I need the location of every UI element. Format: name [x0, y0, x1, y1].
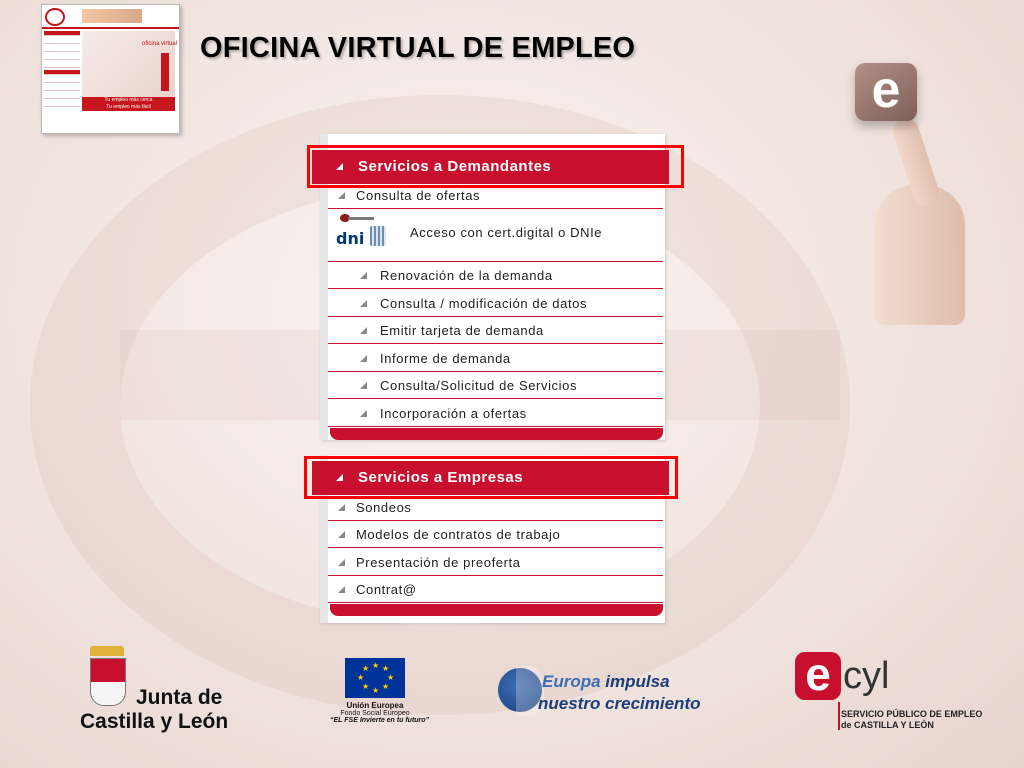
menu-item-label: Sondeos — [356, 500, 412, 515]
menu-item-informe-demanda[interactable] — [328, 345, 663, 372]
menu-item-label: Informe de demanda — [380, 351, 511, 366]
ue-line-1: Unión Europea — [346, 701, 404, 710]
eu-flag-icon: ★ ★ ★ ★ ★ ★ ★ ★ — [345, 658, 405, 698]
ecyl-line-2: de CASTILLA Y LEÓN — [841, 720, 934, 730]
triangle-icon — [360, 300, 367, 307]
thumbnail-sidebar — [44, 31, 80, 127]
europa-impulsa-line-2: nuestro crecimiento — [538, 694, 701, 713]
menu-item-label: Presentación de preoferta — [356, 555, 521, 570]
menu-item-contrata[interactable] — [328, 576, 663, 603]
thumbnail-caption-1: Tu empleo más cerca — [104, 97, 153, 103]
info-i-icon — [161, 53, 169, 91]
ue-line-3: “EL FSE Invierte en tu futuro” — [330, 717, 430, 724]
menu-item-label: Modelos de contratos de trabajo — [356, 527, 561, 542]
hand-pressing-key-illustration — [845, 55, 975, 325]
website-thumbnail — [41, 4, 180, 134]
menu-item-label: Consulta / modificación de datos — [380, 296, 588, 311]
thumbnail-banner — [82, 9, 142, 23]
hand-palm — [875, 185, 965, 325]
menu-item-preoferta[interactable] — [328, 549, 663, 576]
jcyl-line-1: Junta de — [136, 686, 223, 709]
europa-impulsa-logo — [498, 664, 708, 720]
ecyl-e-icon: e — [795, 652, 841, 700]
triangle-icon — [360, 327, 367, 334]
europa-impulsa-line-1 — [542, 672, 670, 692]
europe-globe-icon — [498, 668, 542, 712]
triangle-icon — [360, 382, 367, 389]
junta-castilla-leon-logo — [78, 640, 228, 740]
ecyl-mini-logo-icon — [45, 8, 65, 26]
menu-item-label: Consulta/Solicitud de Servicios — [380, 378, 578, 393]
impulsa-word: impulsa — [605, 672, 670, 691]
union-europea-logo — [330, 658, 430, 730]
menu-item-emitir-tarjeta[interactable] — [328, 317, 663, 344]
triangle-icon — [338, 531, 345, 538]
ecyl-logo — [795, 648, 985, 732]
triangle-icon — [338, 586, 345, 593]
thumbnail-caption-2: Tu empleo más fácil — [106, 104, 151, 110]
menu-item-label: Emitir tarjeta de demanda — [380, 323, 544, 338]
menu-item-modificacion-datos[interactable] — [328, 290, 663, 317]
triangle-icon — [360, 410, 367, 417]
key-icon — [340, 214, 376, 222]
menu-item-incorporacion-ofertas[interactable] — [328, 400, 663, 427]
menu-item-label: Consulta de ofertas — [356, 188, 481, 203]
dni-access-label: Acceso con cert.digital o DNIe — [410, 225, 603, 240]
menu-item-label: Incorporación a ofertas — [380, 406, 527, 421]
menu-item-renovacion[interactable] — [328, 262, 663, 289]
demandantes-menu-footer — [330, 428, 663, 440]
triangle-icon — [360, 355, 367, 362]
empresas-highlight-frame — [304, 456, 678, 499]
ecyl-divider — [838, 702, 840, 730]
menu-item-label: Renovación de la demanda — [380, 268, 553, 283]
ue-line-2: Fondo Social Europeo — [340, 710, 410, 717]
triangle-icon — [338, 559, 345, 566]
jcyl-line-2: Castilla y León — [80, 710, 229, 733]
menu-item-consulta-ofertas[interactable] — [328, 182, 663, 209]
crown-icon — [90, 646, 124, 656]
menu-item-solicitud-servicios[interactable] — [328, 372, 663, 399]
triangle-icon — [360, 272, 367, 279]
europa-word: Europa — [542, 672, 601, 691]
menu-item-sondeos[interactable] — [328, 494, 663, 521]
thumbnail-caption — [82, 97, 175, 111]
ecyl-line-1: SERVICIO PÚBLICO DE EMPLEO — [841, 709, 983, 719]
thumbnail-header — [42, 5, 179, 29]
menu-item-label: Contrat@ — [356, 582, 417, 597]
e-key-icon: e — [855, 63, 917, 121]
dni-access-row[interactable] — [328, 209, 663, 262]
dni-logo: dni — [336, 229, 365, 248]
thumbnail-label: oficina virtual — [142, 41, 178, 47]
ecyl-cyl-text: cyl — [843, 655, 890, 697]
chip-icon — [370, 226, 386, 246]
slide-title: OFICINA VIRTUAL DE EMPLEO — [200, 32, 636, 64]
triangle-icon — [338, 504, 345, 511]
triangle-icon — [338, 192, 345, 199]
menu-item-modelos-contratos[interactable] — [328, 521, 663, 548]
coat-of-arms-icon — [90, 658, 126, 706]
demandantes-header-label: Servicios a Demandantes — [358, 158, 552, 175]
empresas-header-label: Servicios a Empresas — [358, 469, 524, 486]
empresas-menu-footer — [330, 604, 663, 616]
